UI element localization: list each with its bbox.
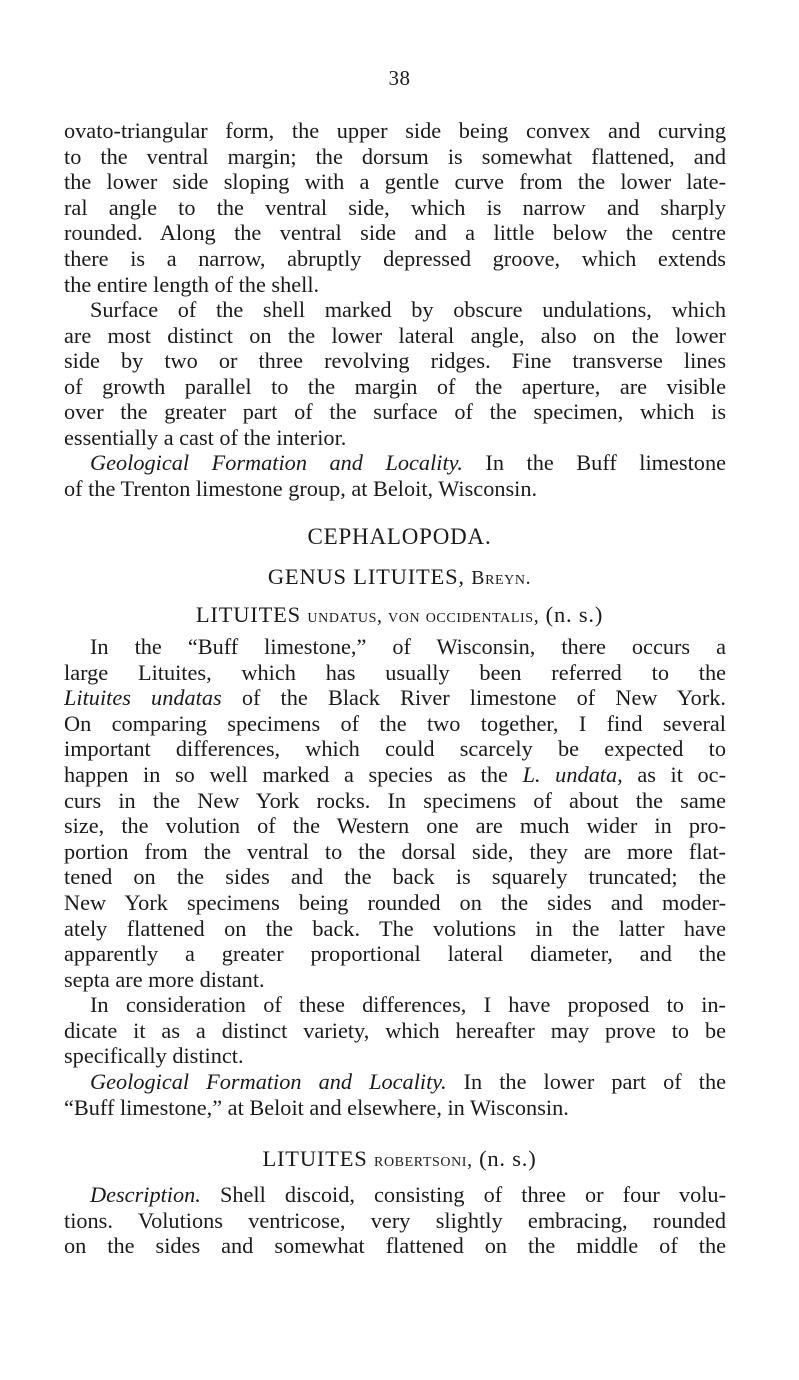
text-line: dicate it as a distinct variety, which hereafter may prove to be [64, 1017, 726, 1043]
text-line: ovato-triangular form, the upper side being convex and curving [64, 118, 726, 143]
text-line: are most distinct on the lower lateral angle, also on the lower [64, 322, 726, 348]
species-genus: LITUITES [195, 602, 301, 627]
text-line: of the Trenton limestone group, at Beloit, Wisconsin. [64, 475, 538, 501]
text-line: apparently a greater proportional lateral diameter, and the [64, 941, 726, 967]
text-line: On comparing specimens of the two together, I find several [64, 710, 726, 736]
text-span: as it oc- [622, 761, 726, 787]
text-line: rounded. Along the ventral side and a little below the centre [64, 220, 726, 246]
text-line: Surface of the shell marked by obscure undulations, which [90, 297, 726, 322]
text-line: important differences, which could scarcely be expected to [64, 736, 726, 762]
species-name: robertsoni, [374, 1149, 473, 1171]
italic-species: Lituites undatas [64, 685, 222, 711]
text-line: the lower side sloping with a gentle curve from the lower late- [64, 169, 726, 195]
page-number: 38 [388, 66, 411, 90]
heading-species-undatus [0, 602, 799, 628]
text-line: curs in the New York rocks. In specimens of about the same [64, 787, 726, 813]
heading-species-robertsoni [0, 1146, 799, 1172]
paragraph-surface [64, 297, 726, 451]
text-line [64, 1069, 726, 1095]
text-span: In the Buff limestone [462, 450, 726, 475]
text-span: Shell discoid, consisting of three or four volu- [200, 1182, 726, 1207]
species-tail: (n. s.) [479, 1146, 537, 1171]
heading-cephalopoda: CEPHALOPODA. [307, 524, 492, 549]
text-line: of growth parallel to the margin of the aperture, are visible [64, 373, 726, 399]
text-span: of the Black River limestone of New York. [221, 685, 726, 711]
genus-name: GENUS LITUITES, [267, 564, 465, 589]
text-line [64, 450, 726, 476]
text-line: side by two or three revolving ridges. Fine transverse lines [64, 348, 726, 374]
italic-label: Description. [90, 1182, 201, 1207]
text-line: In the “Buff limestone,” of Wisconsin, there occurs a [90, 634, 726, 659]
text-line: essentially a cast of the interior. [64, 424, 347, 450]
text-line: tened on the sides and the back is squarely truncated; the [64, 864, 726, 890]
text-span: happen in so well marked a species as the [64, 761, 523, 787]
paragraph-locality-2 [64, 1069, 726, 1120]
text-line: ral angle to the ventral side, which is narrow and sharply [64, 194, 726, 220]
text-line: over the greater part of the surface of the specimen, which is [64, 399, 726, 425]
text-line: tions. Volutions ventricose, very slightly embracing, rounded [64, 1207, 726, 1233]
text-line: In consideration of these differences, I have proposed to in- [90, 992, 726, 1017]
paragraph-variety [64, 992, 726, 1069]
text-line: portion from the ventral to the dorsal side, they are more flat- [64, 838, 726, 864]
text-line: ately flattened on the back. The volutions in the latter have [64, 915, 726, 941]
italic-label: Geological Formation and Locality. [90, 1069, 447, 1094]
text-line: specifically distinct. [64, 1043, 244, 1069]
text-span: In the lower part of the [446, 1069, 726, 1094]
text-line: New York specimens being rounded on the sides and moder- [64, 889, 726, 915]
heading-genus [0, 564, 799, 590]
italic-label: Geological Formation and Locality. [90, 450, 463, 475]
paragraph-lituites-undatus [64, 634, 726, 992]
paragraph-description [64, 1182, 726, 1259]
text-line: on the sides and somewhat flattened on the middle of the [64, 1233, 726, 1259]
text-line: size, the volution of the Western one are much wider in pro- [64, 813, 726, 839]
text-line [64, 762, 726, 788]
species-genus: LITUITES [262, 1146, 368, 1171]
text-line: large Lituites, which has usually been referred to the [64, 659, 726, 685]
text-line: there is a narrow, abruptly depressed groove, which extends [64, 245, 726, 271]
text-line: septa are more distant. [64, 966, 265, 992]
text-line: to the ventral margin; the dorsum is somewhat flattened, and [64, 143, 726, 169]
paragraph-locality-1 [64, 450, 726, 501]
text-line [64, 685, 726, 711]
genus-author: Breyn. [471, 567, 532, 589]
paragraph-shell-form [64, 118, 726, 297]
italic-species: L. undata, [522, 761, 623, 787]
species-name: undatus, von occidentalis, [307, 605, 540, 627]
text-line: “Buff limestone,” at Beloit and elsewhere, in Wisconsin. [64, 1094, 569, 1120]
text-line: the entire length of the shell. [64, 271, 320, 297]
species-tail: (n. s.) [545, 602, 604, 627]
text-line [64, 1182, 726, 1208]
